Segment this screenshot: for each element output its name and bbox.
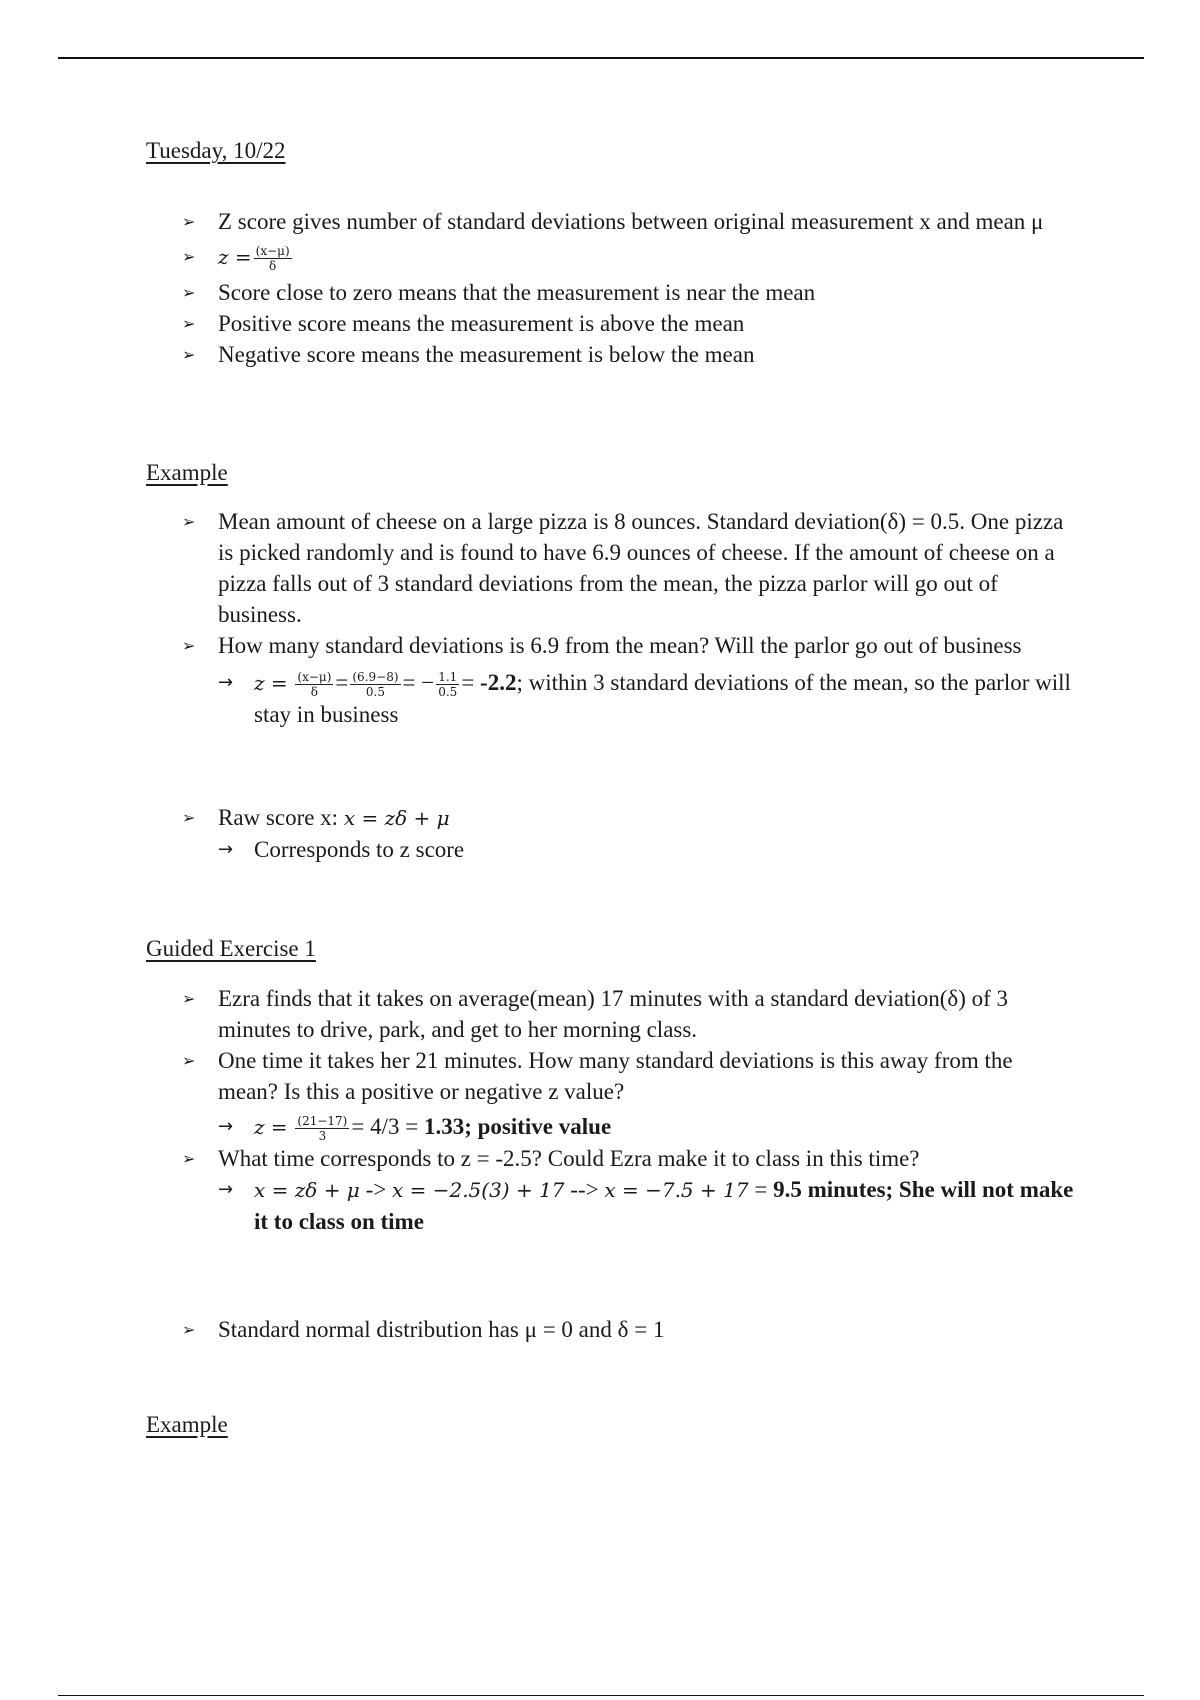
guided-exercise-list [146,983,1076,1237]
time-result: 9.5 minutes; She will not make it to class on time [254,1177,1074,1235]
example-list [146,506,1076,730]
list-item: ➢ Ezra finds that it takes on average(mean) 17 minutes with a standard deviation(δ) of 3 minutes to drive, park, and get to her morning class. [146,983,1076,1045]
calculation-line: → x = zδ + μ -> x = −2.5(3) + 17 --> x = −7.5 + 17 = 9.5 minutes; She will not make it to class on time [218,1174,1076,1237]
bullet-arrow-icon: ➢ [182,636,196,655]
list-item: ➢ Raw score x: x = zδ + μ → Corresponds to z score [146,802,1076,865]
bullet-arrow-icon: ➢ [182,1051,196,1070]
bullet-arrow-icon: ➢ [182,1149,196,1169]
list-item: ➢ Negative score means the measurement is below the mean [146,339,1146,370]
bullet-arrow-icon: ➢ [182,212,196,231]
footer-rule [58,1695,1144,1696]
example-heading-block-2 [146,1412,228,1438]
list-item: ➢ Z score gives number of standard deviations between original measurement x and mean μ [146,206,1146,237]
raw-score-list [146,802,1076,865]
bullet-arrow-icon: ➢ [182,512,196,531]
example-heading-block [146,460,228,486]
calculation-line: → z = $\frac{(x-\mu)}{\delta}$ = $\frac{(6.9-8)}{0.5}$ = − $\frac{1.1}{0.5}$ = -2.2; within 3 standard deviations of the mean, so the parlor will stay in business [218,667,1076,730]
list-item: ➢ Score close to zero means that the measurement is near the mean [146,277,1146,308]
calculation-line: → Corresponds to z score [218,834,1076,865]
guided-exercise-heading-block [146,936,316,962]
bullet-arrow-icon: ➢ [182,283,196,302]
bullet-arrow-icon: ➢ [182,247,196,266]
list-item: ➢ Mean amount of cheese on a large pizza is 8 ounces. Standard deviation(δ) = 0.5. One pizza is picked randomly and is found to have 6.9 ounces of cheese. If the amount of cheese on a pizza falls out of 3 standard deviations from the mean, the pizza parlor will go out of business. [146,506,1076,630]
bullet-arrow-icon: ➢ [182,314,196,333]
date-heading: Tuesday, 10/22 [146,138,286,163]
example-heading: Example [146,1412,228,1437]
list-item: ➢ What time corresponds to z = -2.5? Could Ezra make it to class in this time? → x = zδ + μ -> x = −2.5(3) + 17 --> x = −7.5 + 17 = 9.5 minutes; She will not make it to class on time [146,1143,1076,1237]
example-heading: Example [146,460,228,485]
header-rule [58,57,1144,59]
arrow-icon: → [218,839,234,860]
z-result: 1.33; positive value [423,1114,612,1139]
standard-normal-list [146,1314,1076,1345]
date-heading-block [146,138,286,164]
bullet-arrow-icon: ➢ [182,1320,196,1339]
guided-exercise-heading: Guided Exercise 1 [146,936,316,961]
bullet-arrow-icon: ➢ [182,808,196,827]
list-item: ➢ One time it takes her 21 minutes. How many standard deviations is this away from the mean? Is this a positive or negative z value? → z = $\frac{(21-17)}{3}$ = 4/3 = 1.33; positive value [146,1045,1076,1143]
arrow-icon: → [218,1179,234,1201]
z-fraction: $\frac{(x-\mu)}{\delta}$ [255,244,290,274]
z-result: -2.2 [480,670,517,695]
bullet-arrow-icon: ➢ [182,345,196,364]
arrow-icon: → [218,672,234,693]
list-item: ➢ Positive score means the measurement is above the mean [146,308,1146,339]
calculation-line: → z = $\frac{(21-17)}{3}$ = 4/3 = 1.33; positive value [218,1111,1076,1143]
list-item: ➢ Standard normal distribution has μ = 0 and δ = 1 [146,1314,1076,1345]
bullet-arrow-icon: ➢ [182,989,196,1008]
intro-list [146,206,1146,370]
list-item: ➢ How many standard deviations is 6.9 from the mean? Will the parlor go out of business → z = $\frac{(x-\mu)}{\delta}$ = $\frac{(6.9-8)}{0.5}$ = − $\frac{1.1}{0.5}$ = -2.2; within 3 standard deviations of the mean, so the parlor will stay in business [146,630,1076,730]
arrow-icon: → [218,1116,234,1137]
list-item: ➢ z = $\frac{(x-\mu)}{\delta}$ [146,237,1146,277]
